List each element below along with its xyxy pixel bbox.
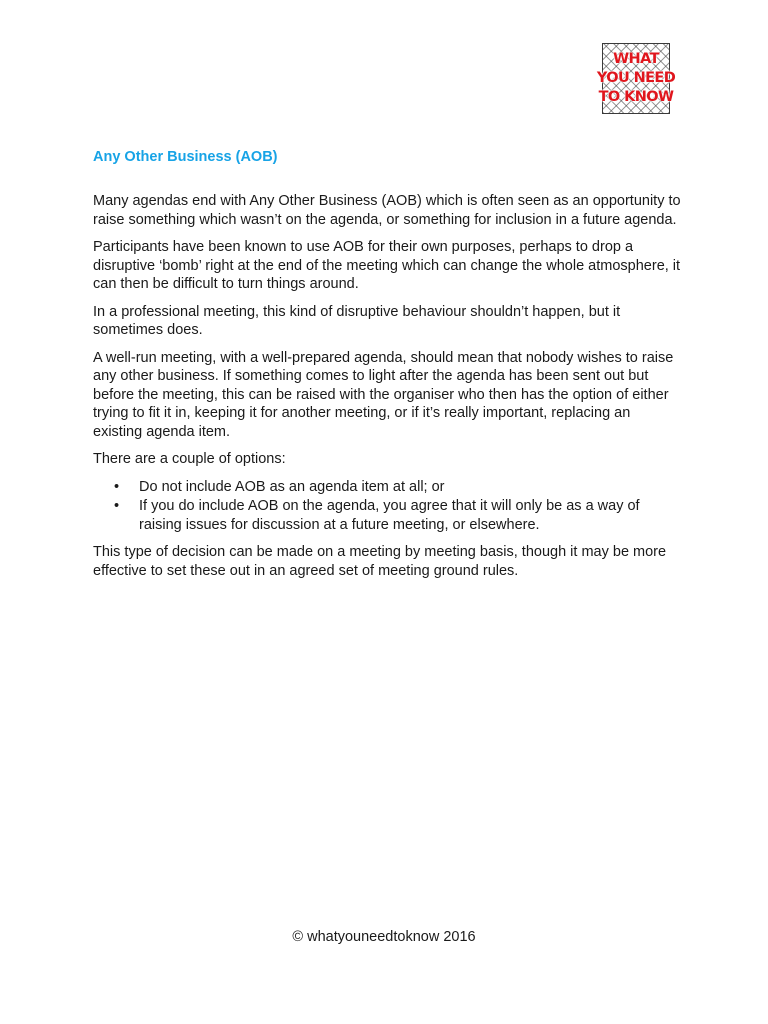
copyright-footer: © whatyouneedtoknow 2016 [292,929,476,945]
logo-line-3: TO KNOW [598,89,674,105]
paragraph-participants: Participants have been known to use AOB for their own purposes, perhaps to drop a disruptive ‘bomb’ right at the end of the meeting which can change the whole atmosphere, it can then be difficult to turn things around. [93,239,681,292]
paragraph-options-intro: There are a couple of options: [93,451,286,467]
option-item-2: • If you do include AOB on the agenda, you agree that it will only be as a way of raising issues for discussion at a future meeting, or elsewhere. [139,497,683,534]
options-list [93,478,683,535]
logo-line-2: YOU NEED [596,70,676,86]
section-heading: Any Other Business (AOB) [93,149,278,165]
logo-line-1: WHAT [613,51,659,67]
body-content [93,192,683,589]
paragraph-well-run-meeting: A well-run meeting, with a well-prepared agenda, should mean that nobody wishes to raise any other business. If something comes to light after the agenda has been sent out but before the meeting, this can be raised with the organiser who then has the option of either trying to fit it in, keeping it for another meeting, or if it’s really important, replacing an existing agenda item. [93,349,674,440]
option-item-1: • Do not include AOB as an agenda item at all; or [139,478,683,497]
what-you-need-to-know-logo [596,43,676,114]
paragraph-professional-meeting: In a professional meeting, this kind of disruptive behaviour shouldn’t happen, but it sometimes does. [93,303,621,338]
paragraph-intro: Many agendas end with Any Other Business (AOB) which is often seen as an opportunity to raise something which wasn’t on the agenda, or something for inclusion in a future agenda. [93,193,681,228]
paragraph-closing: This type of decision can be made on a meeting by meeting basis, though it may be more effective to set these out in an agreed set of meeting ground rules. [93,544,667,579]
